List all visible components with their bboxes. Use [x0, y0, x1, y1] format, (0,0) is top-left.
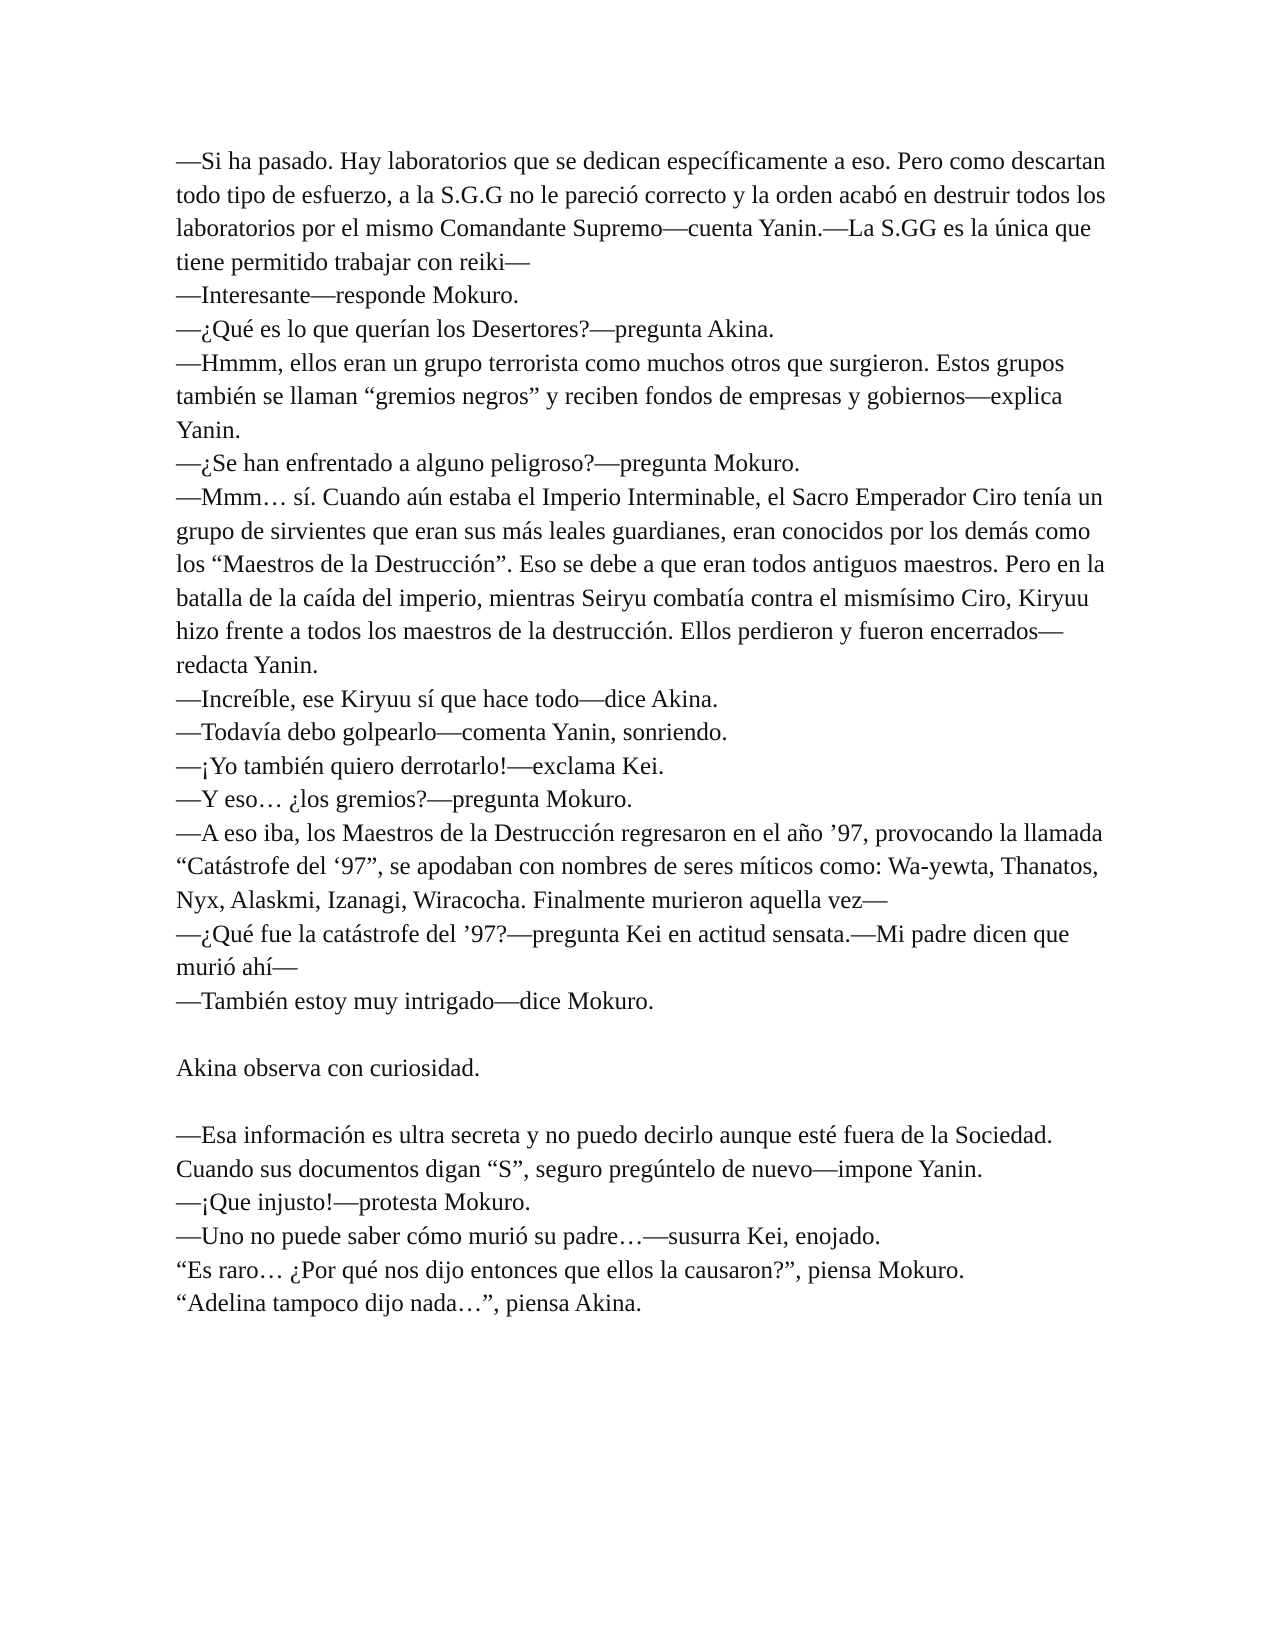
paragraph-spacer	[176, 1018, 1106, 1052]
paragraph: —¿Qué fue la catástrofe del ’97?—pregunta Kei en actitud sensata.—Mi padre dicen que murió ahí—	[176, 920, 1070, 982]
body-text	[176, 145, 1106, 1321]
paragraph: —Si ha pasado. Hay laboratorios que se dedican específicamente a eso. Pero como descartan todo tipo de esfuerzo, a la S.G.G no le pareció correcto y la orden acabó en destruir todos los laboratorios por el mismo Comandante Supremo—cuenta Yanin.—La S.GG es la única que tiene permitido trabajar con reiki—	[176, 148, 1106, 276]
paragraph: —También estoy muy intrigado—dice Mokuro.	[176, 987, 655, 1015]
paragraph: —¡Yo también quiero derrotarlo!—exclama Kei.	[176, 752, 665, 780]
paragraph: —¿Qué es lo que querían los Desertores?—pregunta Akina.	[176, 315, 775, 343]
paragraph: —Todavía debo golpearlo—comenta Yanin, sonriendo.	[176, 719, 728, 747]
paragraph: Akina observa con curiosidad.	[176, 1055, 481, 1083]
paragraph: —Interesante—responde Mokuro.	[176, 282, 519, 310]
paragraph: —Mmm… sí. Cuando aún estaba el Imperio Interminable, el Sacro Emperador Ciro tenía un grupo de sirvientes que eran sus más leales guardianes, eran conocidos por los demás como los “Maestros de la Destrucción”. Eso se debe a que eran todos antiguos maestros. Pero en la batalla de la caída del imperio, mientras Seiryu combatía contra el mismísimo Ciro, Kiryuu hizo frente a todos los maestros de la destrucción. Ellos perdieron y fueron encerrados—redacta Yanin.	[176, 483, 1105, 679]
paragraph: —Hmmm, ellos eran un grupo terrorista como muchos otros que surgieron. Estos grupos también se llaman “gremios negros” y reciben fondos de empresas y gobiernos—explica Yanin.	[176, 349, 1065, 444]
paragraph: —¿Se han enfrentado a alguno peligroso?—pregunta Mokuro.	[176, 450, 801, 478]
paragraph: “Es raro… ¿Por qué nos dijo entonces que ellos la causaron?”, piensa Mokuro.	[176, 1256, 965, 1284]
paragraph-spacer	[176, 1086, 1106, 1120]
paragraph: —Y eso… ¿los gremios?—pregunta Mokuro.	[176, 786, 633, 814]
paragraph: —Esa información es ultra secreta y no puedo decirlo aunque esté fuera de la Sociedad. Cuando sus documentos digan “S”, seguro pregúntelo de nuevo—impone Yanin.	[176, 1122, 1053, 1183]
paragraph: —¡Que injusto!—protesta Mokuro.	[176, 1189, 531, 1217]
paragraph: —Increíble, ese Kiryuu sí que hace todo—dice Akina.	[176, 685, 719, 713]
paragraph: —A eso iba, los Maestros de la Destrucción regresaron en el año ’97, provocando la llamada “Catástrofe del ‘97”, se apodaban con nombres de seres míticos como: Wa-yewta, Thanatos, Nyx, Alaskmi, Izanagi, Wiracocha. Finalmente murieron aquella vez—	[176, 819, 1103, 915]
paragraph: —Uno no puede saber cómo murió su padre…—susurra Kei, enojado.	[176, 1223, 881, 1250]
paragraph: “Adelina tampoco dijo nada…”, piensa Akina.	[176, 1290, 642, 1318]
